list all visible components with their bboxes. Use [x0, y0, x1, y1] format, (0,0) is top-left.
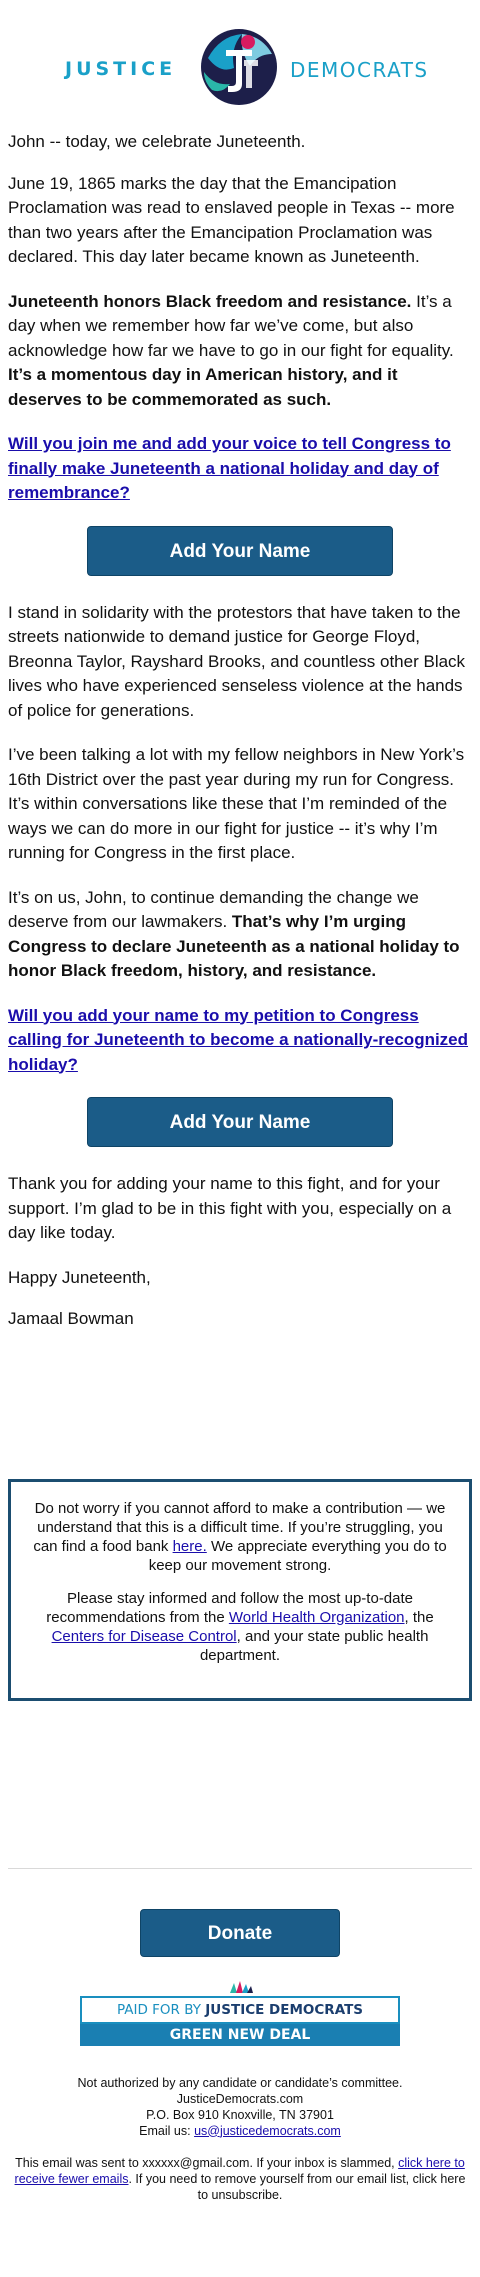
- add-your-name-button[interactable]: Add Your Name: [87, 526, 393, 576]
- join-petition-link[interactable]: Will you join me and add your voice to tell Congress to finally make Juneteenth a national holiday and day of remembrance?: [8, 434, 451, 502]
- join-link-paragraph: [8, 432, 472, 506]
- food-bank-link[interactable]: here.: [172, 1537, 207, 1555]
- health-text: Please stay informed and follow the most up-to-date recommendations from the: [46, 1589, 414, 1626]
- badge-top-text: PAID FOR BY: [116, 2001, 206, 2018]
- urging-paragraph: [8, 886, 472, 984]
- badge-bottom: GREEN NEW DEAL: [80, 2024, 400, 2046]
- thank-you-paragraph: Thank you for adding your name to this fight, and for your support. I’m glad to be in this fight with you, especially on a day like today.: [8, 1174, 452, 1242]
- email-body: [0, 130, 480, 1332]
- notice-food-bank-paragraph: [33, 1499, 447, 1575]
- greeting-paragraph: John -- today, we celebrate Juneteenth.: [8, 132, 306, 151]
- honors-paragraph: [8, 290, 472, 413]
- header-logo[interactable]: [0, 0, 480, 130]
- footer: [0, 2075, 480, 2203]
- history-paragraph: June 19, 1865 marks the day that the Emancipation Proclamation was read to enslaved people in Texas -- more than two years after the Emancipation Proclamation was declared. This day later became known as Juneteenth.: [8, 173, 455, 266]
- justice-democrats-emblem-icon: [200, 28, 278, 106]
- honors-bold: Juneteenth honors Black freedom and resistance.: [8, 291, 412, 311]
- badge-top: [80, 1996, 400, 2024]
- footer-email-row: [10, 2123, 470, 2139]
- donate-button[interactable]: Donate: [140, 1909, 340, 1957]
- who-link[interactable]: World Health Organization: [228, 1608, 405, 1626]
- badge-top-bold: JUSTICE DEMOCRATS: [205, 2001, 364, 2018]
- footer-disclaimer: Not authorized by any candidate or candidate’s committee.: [77, 2075, 403, 2090]
- momentous-bold: It’s a momentous day in American history, and it deserves to be commemorated as such.: [8, 365, 398, 409]
- health-tail: , and your state public health department.: [199, 1627, 429, 1664]
- footer-site: JusticeDemocrats.com: [176, 2091, 304, 2106]
- petition-link[interactable]: Will you add your name to my petition to Congress calling for Juneteenth to become a nationally-recognized holiday?: [8, 1005, 469, 1074]
- button-row: [8, 526, 472, 576]
- logo-word-democrats: DEMOCRATS: [290, 58, 429, 82]
- footer-address: P.O. Box 910 Knoxville, TN 37901: [146, 2107, 334, 2122]
- unsub-text: This email was sent to xxxxxx@gmail.com. If your inbox is slammed,: [15, 2155, 399, 2170]
- footer-divider: [8, 1868, 472, 1869]
- notice-tail: We appreciate everything you do to keep our movement strong.: [148, 1537, 447, 1574]
- add-your-name-button-2[interactable]: Add Your Name: [87, 1097, 393, 1147]
- unsubscribe-paragraph: [10, 2155, 470, 2203]
- signature: Jamaal Bowman: [8, 1309, 134, 1328]
- paid-for-badge: [80, 1991, 400, 2051]
- notice-health-paragraph: [33, 1589, 447, 1665]
- honors-text: It’s a day when we remember how far we’ve come, but also acknowledge how far we have to go in our fight for equality.: [8, 291, 454, 360]
- petition-link-paragraph: [8, 1004, 472, 1078]
- district-paragraph: I’ve been talking a lot with my fellow neighbors in New York’s 16th District over the past year during my run for Congress. It’s within conversations like these that I’m reminded of the ways we can do more in our fight for justice -- it’s why I’m running for Congress in the first place.: [8, 745, 465, 862]
- logo-word-justice: JUSTICE: [65, 58, 177, 80]
- contribution-notice-box: [8, 1479, 472, 1701]
- button-row-2: [8, 1097, 472, 1147]
- health-mid: , the: [404, 1608, 434, 1626]
- solidarity-paragraph: I stand in solidarity with the protestors that have taken to the streets nationwide to demand justice for George Floyd, Breonna Taylor, Rayshard Brooks, and countless other Black lives who have experienced senseless violence at the hands of police for generations.: [8, 602, 466, 720]
- cdc-link[interactable]: Centers for Disease Control: [51, 1627, 237, 1645]
- urging-bold: That’s why I’m urging Congress to declare Juneteenth as a national holiday to honor Black freedom, history, and resistance.: [8, 912, 460, 980]
- urging-text: It’s on us, John, to continue demanding the change we deserve from our lawmakers.: [8, 887, 419, 931]
- footer-email-link[interactable]: us@justicedemocrats.com: [194, 2123, 341, 2138]
- donate-row: [0, 1909, 480, 1957]
- footer-email-label: Email us:: [139, 2123, 195, 2138]
- notice-text: Do not worry if you cannot afford to make a contribution — we understand that this is a difficult time. If you’re struggling, you can find a food bank: [33, 1499, 446, 1555]
- closing-line: Happy Juneteenth,: [8, 1267, 151, 1287]
- fewer-emails-link[interactable]: click here to receive fewer emails: [14, 2155, 465, 2186]
- unsub-tail: . If you need to remove yourself from our email list, click here to unsubscribe.: [128, 2171, 466, 2202]
- flower-cluster-icon: [228, 1979, 254, 1995]
